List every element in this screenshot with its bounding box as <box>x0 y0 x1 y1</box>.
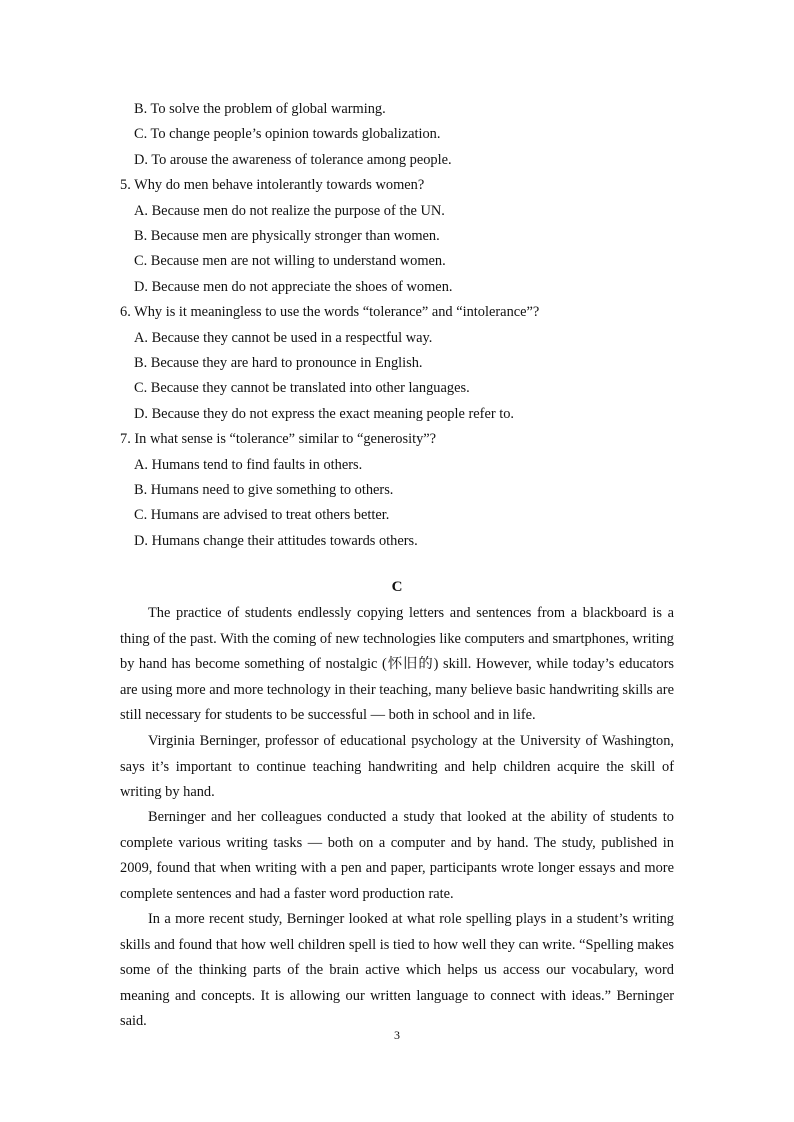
q5-stem: 5. Why do men behave intolerantly towards women? <box>120 177 425 193</box>
passage-paragraph-2: Virginia Berninger, professor of educational psychology at the University of Washington, says it’s important to continue teaching handwriting and help children acquire the skill of writing by hand. <box>120 733 674 800</box>
section-heading: C <box>391 579 403 595</box>
passage-paragraph-1: The practice of students endlessly copying letters and sentences from a blackboard is a thing of the past. With the coming of new technologies like computers and smartphones, writing by hand has become something of nostalgic (怀旧的) skill. However, while today’s educators are using more and more technology in their teaching, many believe basic handwriting skills are still necessary for students to be successful — both in school and in life. <box>120 605 674 723</box>
q6-option-a: A. Because they cannot be used in a respectful way. <box>134 330 433 346</box>
q4-option-b: B. To solve the problem of global warming. <box>134 101 386 117</box>
q7-option-b: B. Humans need to give something to others. <box>134 482 394 498</box>
q5-option-a: A. Because men do not realize the purpose of the UN. <box>134 203 445 219</box>
q6-option-d: D. Because they do not express the exact meaning people refer to. <box>134 406 515 422</box>
q6-option-c: C. Because they cannot be translated into other languages. <box>134 380 470 396</box>
q7-option-c: C. Humans are advised to treat others better. <box>134 507 390 523</box>
q5-option-c: C. Because men are not willing to understand women. <box>134 253 446 269</box>
q7-stem: 7. In what sense is “tolerance” similar to “generosity”? <box>120 431 437 447</box>
page-number: 3 <box>394 1028 400 1042</box>
passage-paragraph-3: Berninger and her colleagues conducted a study that looked at the ability of students to complete various writing tasks — both on a computer and by hand. The study, published in 2009, found that when writing with a pen and paper, participants wrote longer essays and more complete sentences and had a faster word production rate. <box>120 809 674 902</box>
q6-stem: 6. Why is it meaningless to use the words “tolerance” and “intolerance”? <box>120 304 540 320</box>
q7-option-d: D. Humans change their attitudes towards others. <box>134 533 418 549</box>
q5-option-d: D. Because men do not appreciate the shoes of women. <box>134 279 453 295</box>
q4-option-d: D. To arouse the awareness of tolerance among people. <box>134 152 452 168</box>
passage-paragraph-4: In a more recent study, Berninger looked at what role spelling plays in a student’s writing skills and found that how well children spell is tied to how well they can write. “Spelling makes some of the thinking parts of the brain active which helps us access our vocabulary, word meaning and concepts. It is allowing our written language to connect with ideas.” Berninger said. <box>120 911 674 1029</box>
q4-option-c: C. To change people’s opinion towards globalization. <box>134 126 441 142</box>
q5-option-b: B. Because men are physically stronger than women. <box>134 228 440 244</box>
q7-option-a: A. Humans tend to find faults in others. <box>134 457 363 473</box>
q6-option-b: B. Because they are hard to pronounce in English. <box>134 355 423 371</box>
